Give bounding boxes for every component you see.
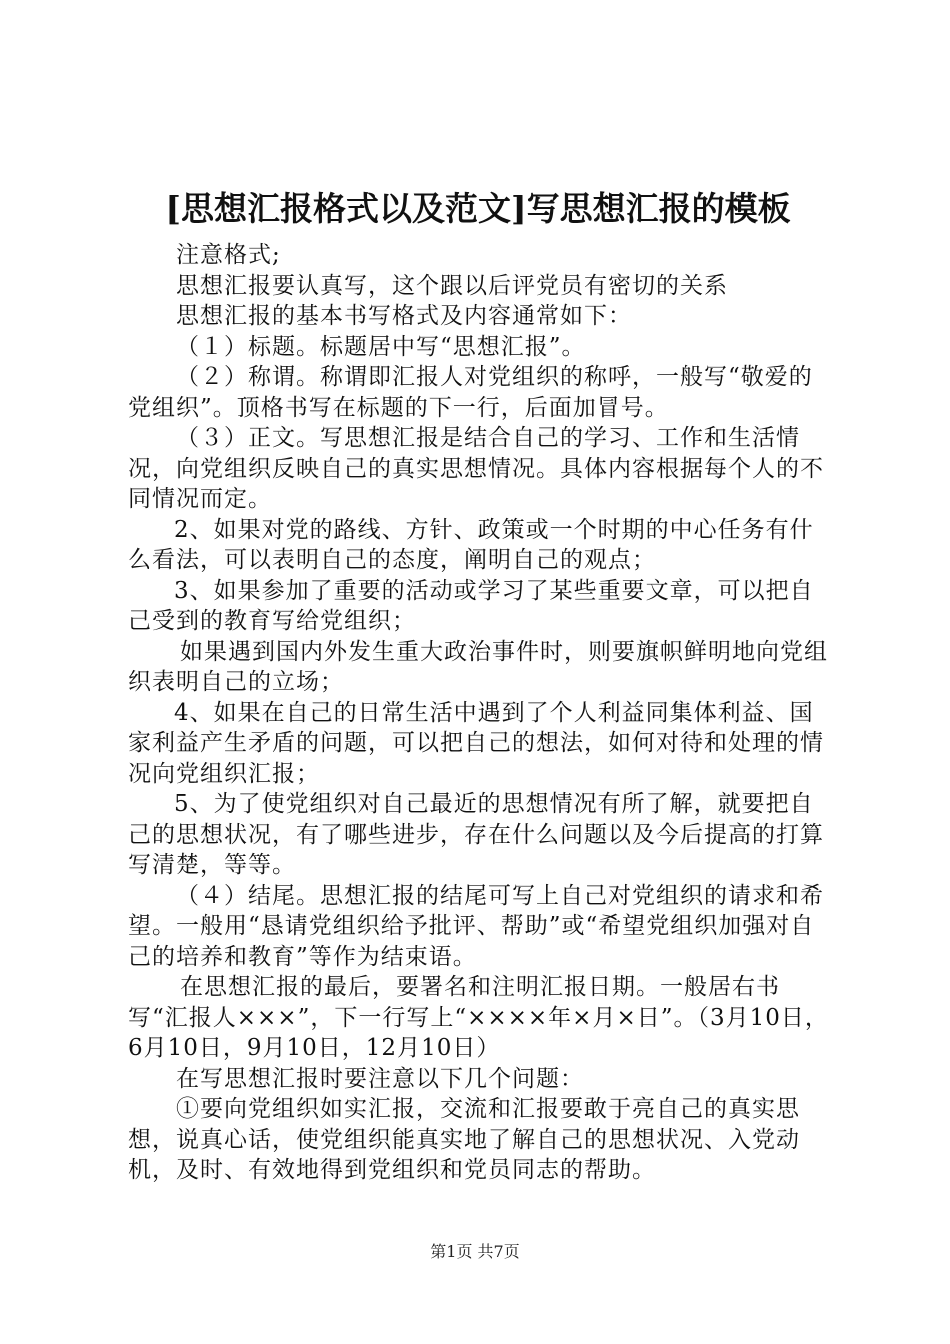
paragraph-item-5: 5、为了使党组织对自己最近的思想情况有所了解，就要把自己的思想状况，有了哪些进步，存在什么问题以及今后提高的打算写清楚，等等。 — [128, 791, 824, 878]
paragraph-body-section: （３）正文。写思想汇报是结合自己的学习、工作和生活情况，向党组织反映自己的真实思想情况。具体内容根据每个人的不同情况而定。 — [128, 425, 824, 512]
paragraph-notes-heading: 在写思想汇报时要注意以下几个问题： — [176, 1065, 584, 1092]
paragraph-political-events: 如果遇到国内外发生重大政治事件时，则要旗帜鲜明地向党组织表明自己的立场； — [128, 638, 828, 695]
paragraph-item-2: 2、如果对党的路线、方针、政策或一个时期的中心任务有什么看法，可以表明自己的态度，阐明自己的观点； — [128, 516, 814, 573]
paragraph-salutation-section: （２）称谓。称谓即汇报人对党组织的称呼，一般写“敬爱的党组织”。顶格书写在标题的下一行，后面加冒号。 — [128, 364, 813, 421]
paragraph-format-overview: 思想汇报的基本书写格式及内容通常如下： — [176, 303, 632, 329]
paragraph-intro: 思想汇报要认真写，这个跟以后评党员有密切的关系 — [176, 272, 728, 299]
paragraph-title-section: （１）标题。标题居中写“思想汇报”。 — [176, 333, 586, 360]
paragraph-note-1: ①要向党组织如实汇报，交流和汇报要敢于亮自己的真实思想，说真心话，使党组织能真实地了解自己的思想状况、入党动机，及时、有效地得到党组织和党员同志的帮助。 — [128, 1096, 800, 1183]
paragraph-item-4: 4、如果在自己的日常生活中遇到了个人利益同集体利益、国家利益产生矛盾的问题，可以把自己的想法，如何对待和处理的情况向党组织汇报； — [128, 699, 824, 787]
paragraph-note-format: 注意格式; — [176, 242, 281, 268]
document-body — [128, 240, 830, 1186]
paragraph-signature-date: 在思想汇报的最后，要署名和注明汇报日期。一般居右书写“汇报人×××”，下一行写上“××××年×月×日”。（3月10日，6月10日，9月10日，12月10日） — [128, 974, 829, 1061]
paragraph-item-3: 3、如果参加了重要的活动或学习了某些重要文章，可以把自己受到的教育写给党组织； — [128, 577, 814, 634]
paragraph-ending-section: （４）结尾。思想汇报的结尾可写上自己对党组织的请求和希望。一般用“恳请党组织给予批评、帮助”或“希望党组织加强对自己的培养和教育”等作为结束语。 — [128, 882, 824, 970]
page-number-footer: 第1页 共7页 — [430, 1242, 520, 1261]
document-title: [思想汇报格式以及范文]写思想汇报的模板 — [165, 189, 791, 228]
